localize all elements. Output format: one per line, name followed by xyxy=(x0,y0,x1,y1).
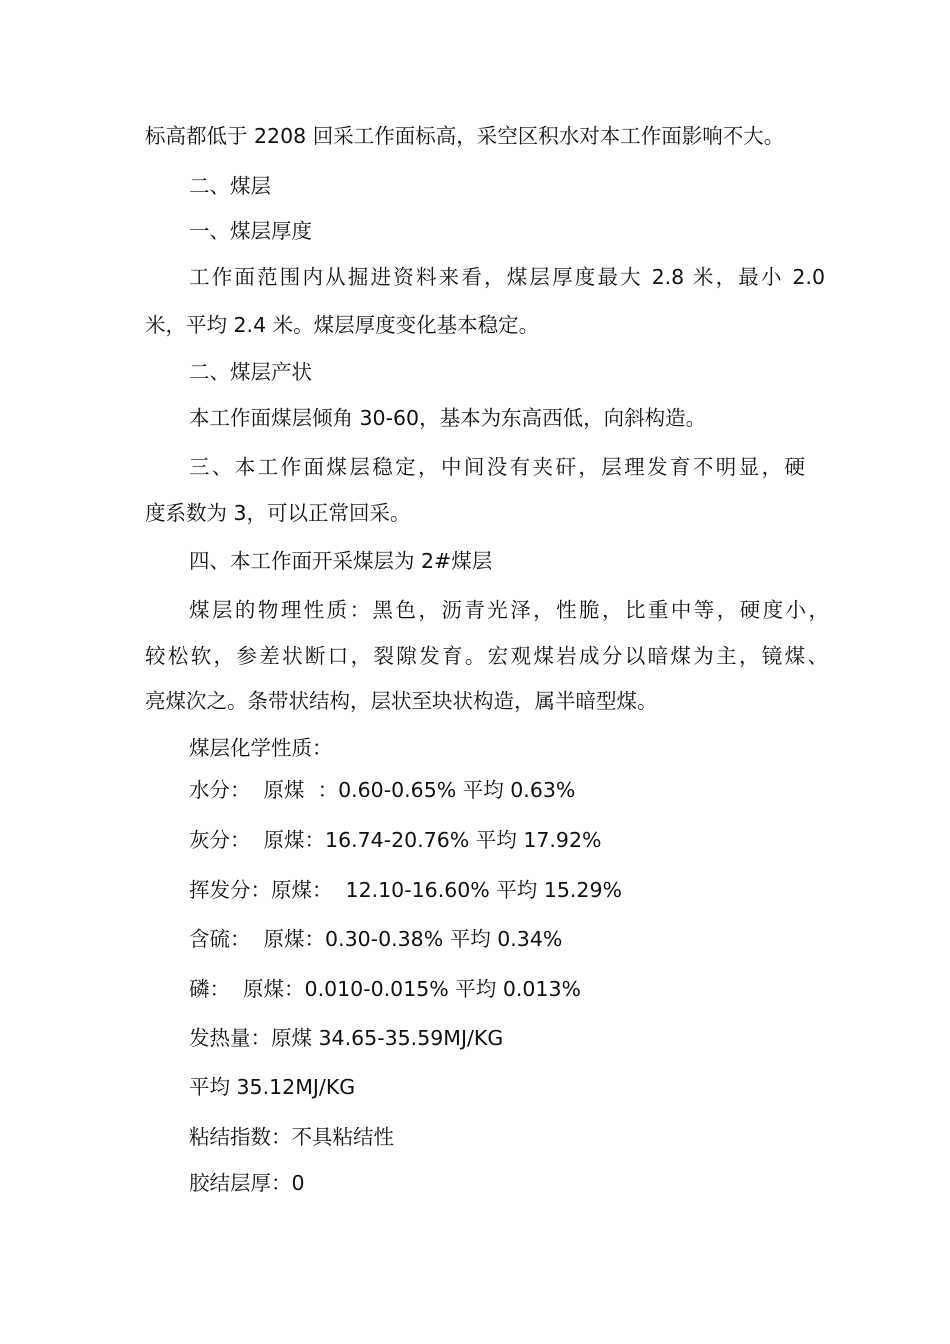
data-line-phosphorus: 磷： 原煤：0.010-0.015% 平均 0.013% xyxy=(189,977,581,1001)
subheading-seam-thickness: 一、煤层厚度 xyxy=(189,219,312,243)
paragraph-line-thickness-1: 工作面范围内从掘进资料来看，煤层厚度最大 2.8 米，最小 2.0 xyxy=(189,265,825,289)
paragraph-line-thickness-2: 米，平均 2.4 米。煤层厚度变化基本稳定。 xyxy=(145,313,540,337)
data-line-ash: 灰分： 原煤：16.74-20.76% 平均 17.92% xyxy=(189,828,602,852)
data-line-plastic-layer: 胶结层厚：0 xyxy=(189,1171,305,1195)
subheading-chemical-properties: 煤层化学性质： xyxy=(189,736,333,760)
paragraph-line-dip-angle: 本工作面煤层倾角 30-60，基本为东高西低，向斜构造。 xyxy=(189,406,707,430)
paragraph-line-stability-2: 度系数为 3，可以正常回采。 xyxy=(145,501,411,525)
data-line-sulfur: 含硫： 原煤：0.30-0.38% 平均 0.34% xyxy=(189,927,563,951)
paragraph-line-water-elevation: 标高都低于 2208 回采工作面标高，采空区积水对本工作面影响不大。 xyxy=(145,124,785,148)
data-line-moisture: 水分： 原煤 ：0.60-0.65% 平均 0.63% xyxy=(189,778,576,802)
data-line-volatile: 挥发分：原煤： 12.10-16.60% 平均 15.29% xyxy=(189,878,622,902)
section-heading-coal-seam: 二、煤层 xyxy=(189,174,271,198)
paragraph-line-physical-2: 较松软，参差状断口，裂隙发育。宏观煤岩成分以暗煤为主，镜煤、 xyxy=(145,644,828,668)
paragraph-line-physical-3: 亮煤次之。条带状结构，层状至块状构造，属半暗型煤。 xyxy=(145,689,658,713)
paragraph-line-physical-1: 煤层的物理性质：黑色，沥青光泽，性脆，比重中等，硬度小， xyxy=(189,598,829,622)
subheading-seam-attitude: 二、煤层产状 xyxy=(189,360,312,384)
data-line-calorific-average: 平均 35.12MJ/KG xyxy=(189,1075,356,1099)
data-line-calorific-value: 发热量：原煤 34.65-35.59MJ/KG xyxy=(189,1026,504,1050)
paragraph-line-stability-1: 三、本工作面煤层稳定，中间没有夹矸，层理发育不明显，硬 xyxy=(189,455,805,479)
data-line-caking-index: 粘结指数：不具粘结性 xyxy=(189,1125,394,1149)
subheading-mined-seam: 四、本工作面开采煤层为 2#煤层 xyxy=(189,549,493,573)
